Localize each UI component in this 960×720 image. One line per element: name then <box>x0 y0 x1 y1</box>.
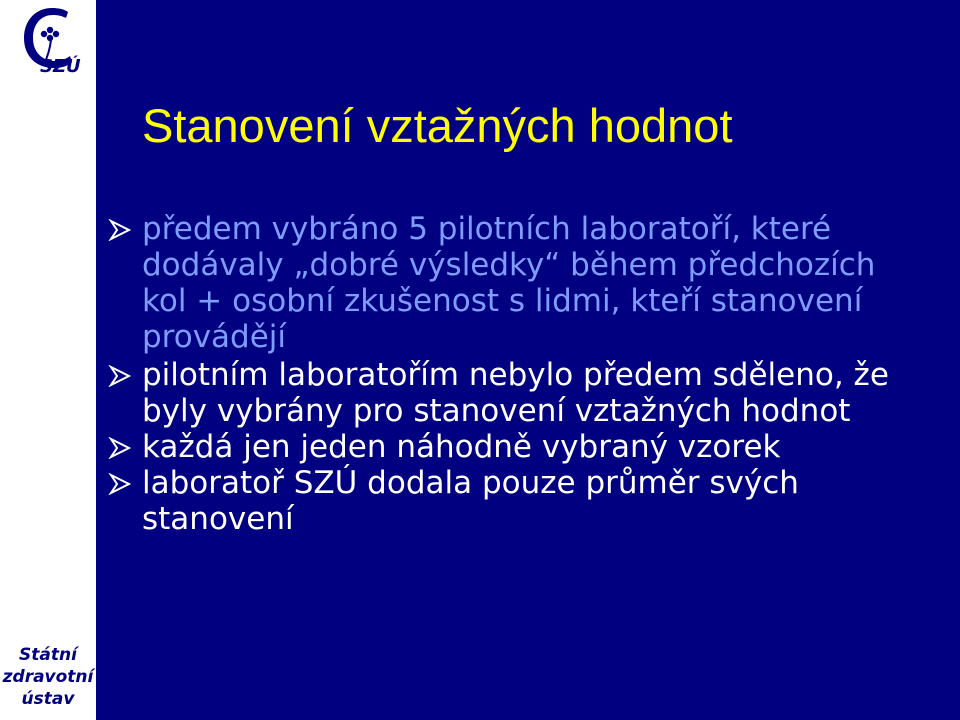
org-line-1: Státní <box>19 645 77 665</box>
bullet-text: každá jen jeden náhodně vybraný vzorek <box>142 429 781 465</box>
org-line-2: zdravotní <box>2 667 94 687</box>
bullet-text: pilotním laboratořím nebylo předem sděleno, že byly vybrány pro stanovení vztažných hodnot <box>142 357 889 429</box>
arrow-bullet-icon <box>108 365 132 387</box>
bullet-item <box>108 429 918 465</box>
org-line-3: ústav <box>21 689 75 709</box>
arrow-bullet-icon <box>108 437 132 459</box>
bullet-text: předem vybráno 5 pilotních laboratoří, které dodávaly „dobré výsledky“ během předchozích kol + osobní zkušenost s lidmi, kteří stanovení provádějí <box>142 211 876 355</box>
bullet-item <box>108 465 918 537</box>
bullet-item <box>108 357 918 429</box>
bullet-item <box>108 211 918 355</box>
logo-text: SZÚ <box>40 56 81 77</box>
arrow-bullet-icon <box>108 219 132 241</box>
szu-logo-icon <box>4 4 84 82</box>
slide-title: Stanovení vztažných hodnot <box>142 99 733 152</box>
bullet-text: laboratoř SZÚ dodala pouze průměr svých stanovení <box>142 465 799 537</box>
arrow-bullet-icon <box>108 473 132 495</box>
organization-name <box>0 644 96 710</box>
left-band <box>0 0 96 720</box>
bullet-list <box>108 211 918 537</box>
